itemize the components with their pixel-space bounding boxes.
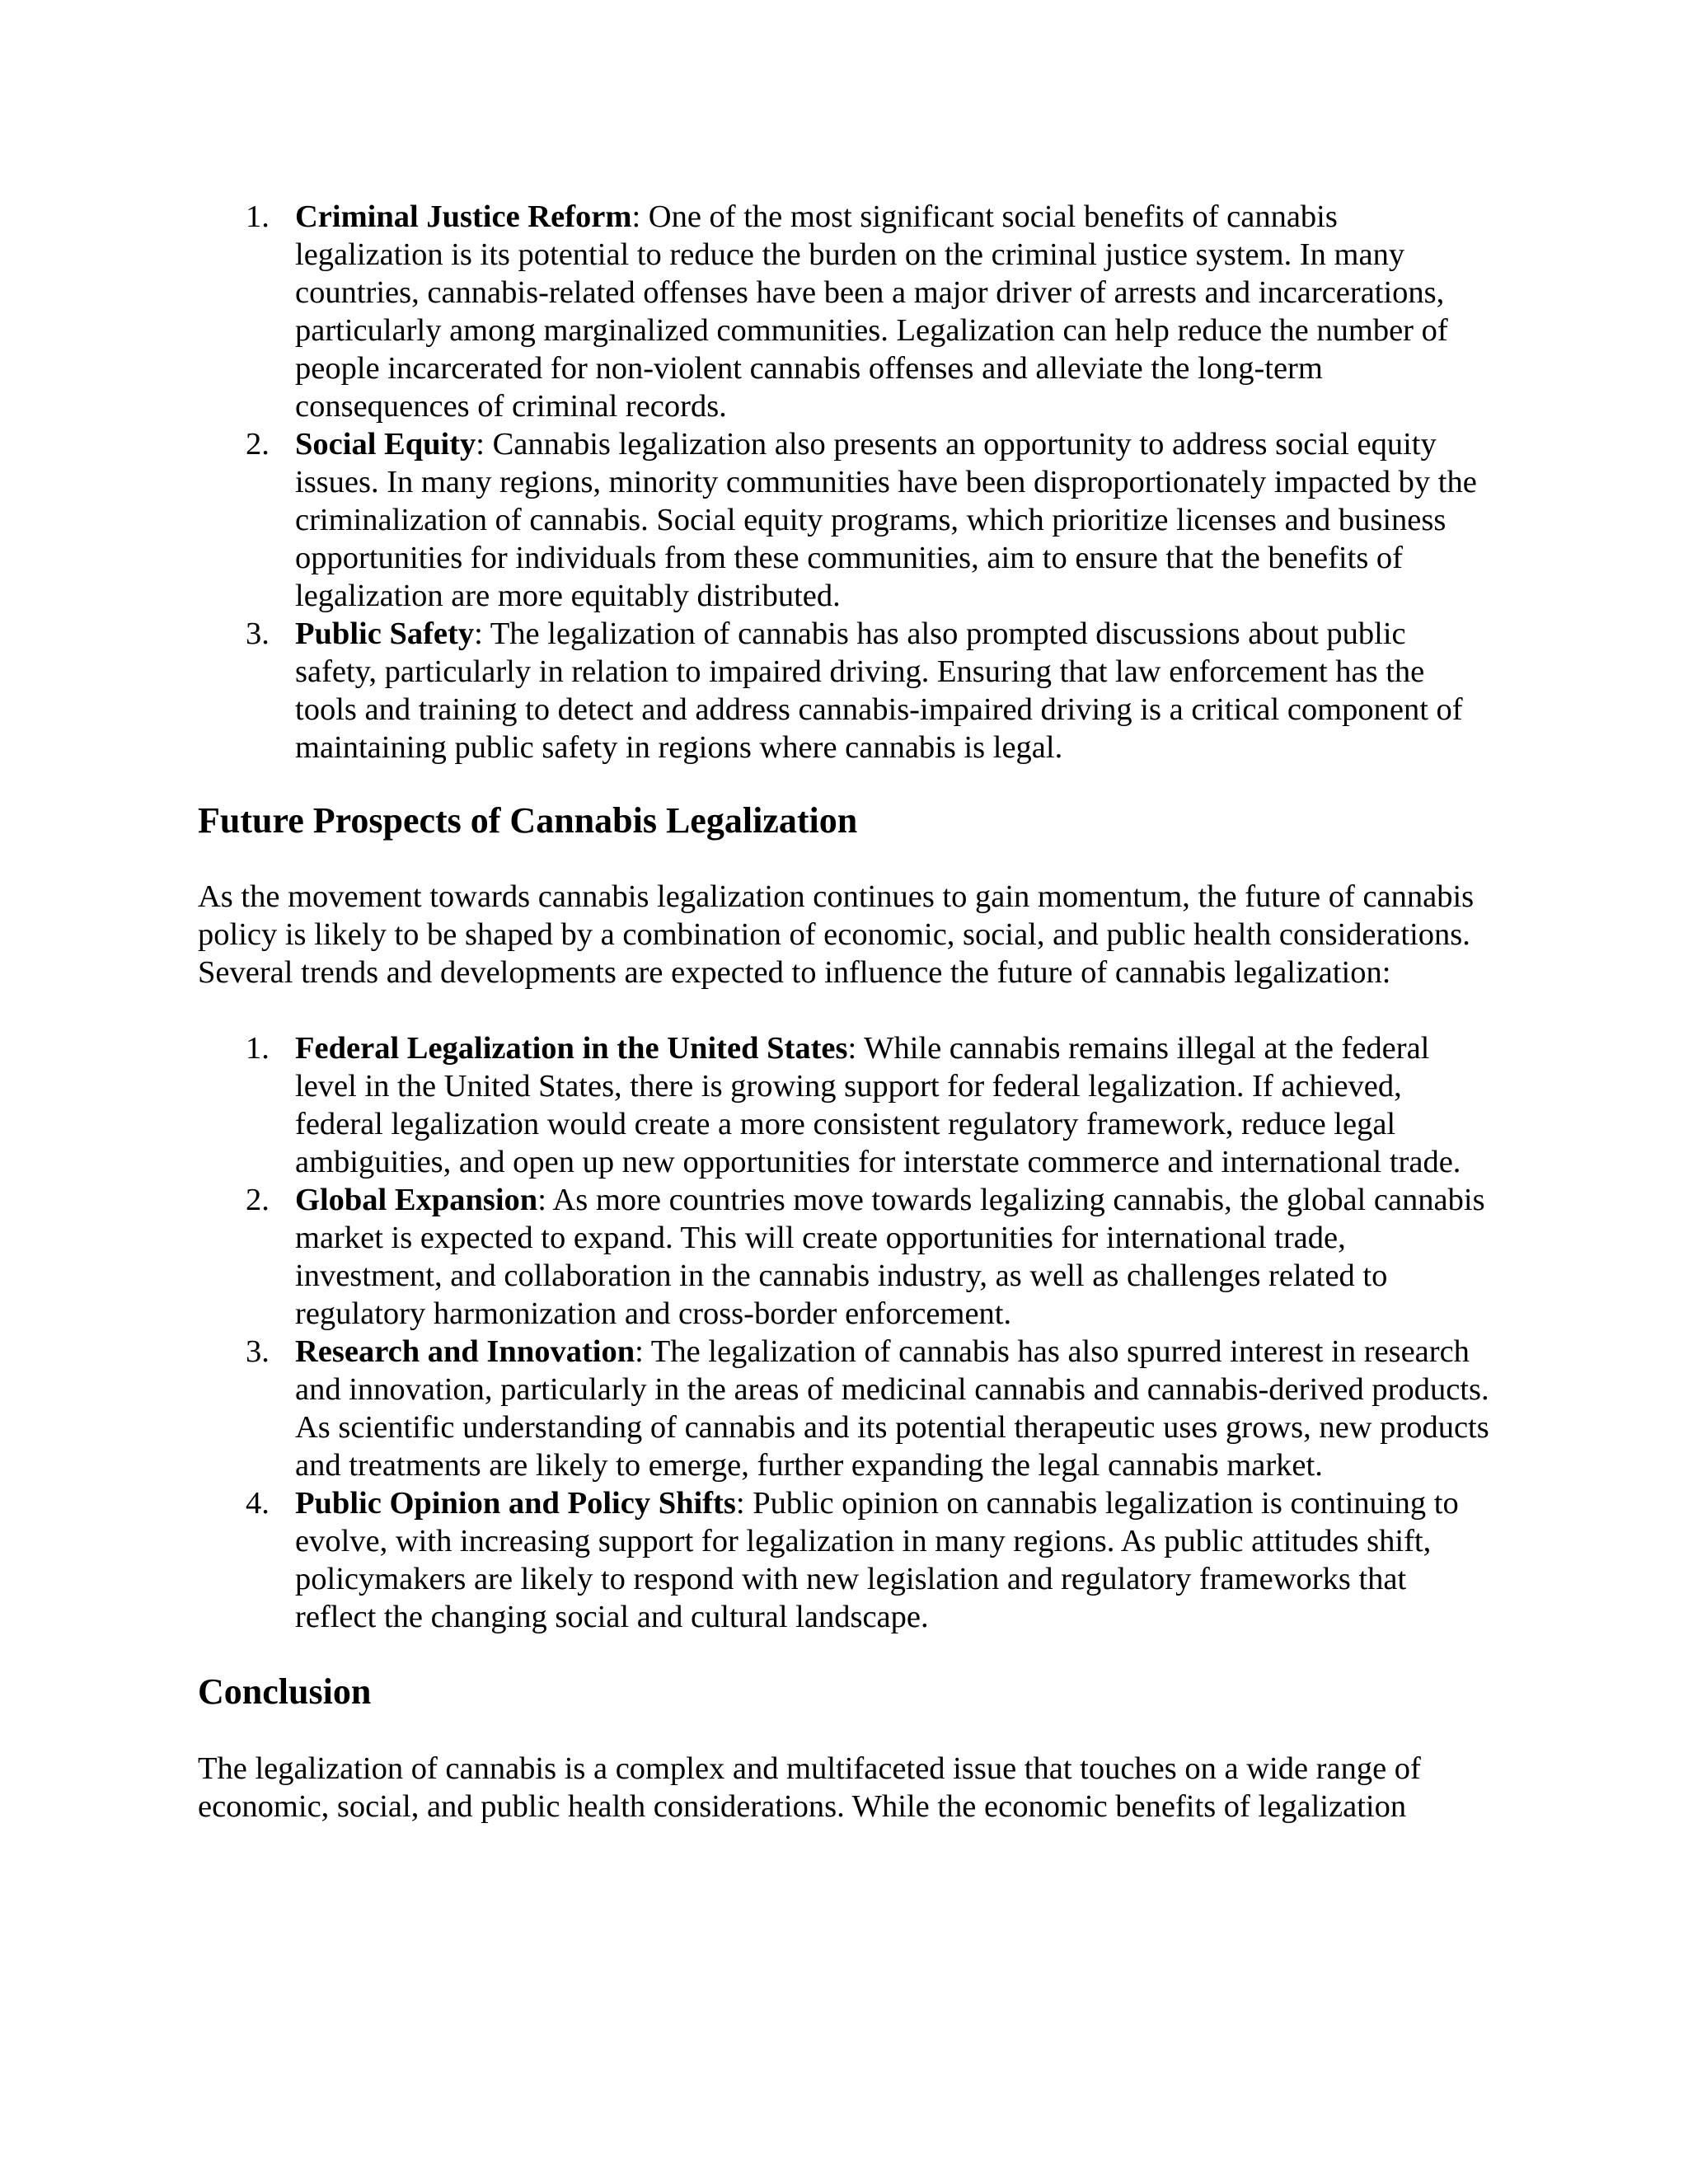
list-item-term: Criminal Justice Reform xyxy=(295,199,632,234)
list-item xyxy=(198,1029,1492,1181)
future-trends-list xyxy=(198,1029,1492,1636)
list-item-number: 3. xyxy=(246,1334,270,1369)
social-benefits-list xyxy=(198,198,1492,766)
list-item-term: Global Expansion xyxy=(295,1183,538,1217)
list-item-number: 1. xyxy=(246,199,270,234)
list-item-number: 2. xyxy=(246,1183,270,1217)
list-item-text: : The legalization of cannabis has also spurred interest in research and innovation, particularly in the areas of medicinal cannabis and cannabis-derived products. As scientific understanding of cannabis and its potential therapeutic uses grows, new products and treatments are likely to emerge, further expanding the legal cannabis market. xyxy=(295,1334,1489,1483)
list-item-text: : Public opinion on cannabis legalization is continuing to evolve, with increasing support for legalization in many regions. As public attitudes shift, policymakers are likely to respond with new legislation and regulatory frameworks that reflect the changing social and cultural landscape. xyxy=(295,1486,1459,1634)
list-item-term: Research and Innovation xyxy=(295,1334,635,1369)
list-item xyxy=(198,615,1492,766)
list-item-text: : As more countries move towards legalizing cannabis, the global cannabis market is expected to expand. This will create opportunities for international trade, investment, and collaboration in the cannabis industry, as well as challenges related to regulatory harmonization and cross-border enforcement. xyxy=(295,1183,1485,1331)
list-item-term: Social Equity xyxy=(295,427,476,462)
list-item-number: 3. xyxy=(246,616,270,651)
list-item xyxy=(198,1333,1492,1484)
list-item xyxy=(198,198,1492,425)
list-item-term: Public Safety xyxy=(295,616,475,651)
list-item-text: : Cannabis legalization also presents an opportunity to address social equity issues. In many regions, minority communities have been disproportionately impacted by the criminalization of cannabis. Social equity programs, which prioritize licenses and business opportunities for individuals from these communities, aim to ensure that the benefits of legalization are more equitably distributed. xyxy=(295,427,1477,613)
list-item xyxy=(198,425,1492,615)
list-item xyxy=(198,1181,1492,1333)
future-prospects-intro: As the movement towards cannabis legalization continues to gain momentum, the future of cannabis policy is likely to be shaped by a combination of economic, social, and public health considerations. Several trends and developments are expected to influence the future of cannabis legalization: xyxy=(198,879,1475,990)
conclusion-paragraph: The legalization of cannabis is a complex and multifaceted issue that touches on a wide range of economic, social, and public health considerations. While the economic benefits of legalization xyxy=(198,1751,1421,1824)
list-item-number: 1. xyxy=(246,1031,270,1066)
document-page xyxy=(198,198,1492,1825)
list-item-text: : The legalization of cannabis has also prompted discussions about public safety, particularly in relation to impaired driving. Ensuring that law enforcement has the tools and training to detect and address cannabis-impaired driving is a critical component of maintaining public safety in regions where cannabis is legal. xyxy=(295,616,1463,765)
list-item-term: Federal Legalization in the United States xyxy=(295,1031,848,1066)
conclusion-heading: Conclusion xyxy=(198,1671,372,1712)
list-item-number: 4. xyxy=(246,1486,270,1521)
list-item xyxy=(198,1484,1492,1636)
list-item-term: Public Opinion and Policy Shifts xyxy=(295,1486,736,1521)
list-item-text: : One of the most significant social benefits of cannabis legalization is its potential to reduce the burden on the criminal justice system. In many countries, cannabis-related offenses have been a major driver of arrests and incarcerations, particularly among marginalized communities. Legalization can help reduce the number of people incarcerated for non-violent cannabis offenses and alleviate the long-term consequences of criminal records. xyxy=(295,199,1448,424)
list-item-number: 2. xyxy=(246,427,270,462)
future-prospects-heading: Future Prospects of Cannabis Legalization xyxy=(198,800,858,841)
list-item-text: : While cannabis remains illegal at the federal level in the United States, there is growing support for federal legalization. If achieved, federal legalization would create a more consistent regulatory framework, reduce legal ambiguities, and open up new opportunities for interstate commerce and international trade. xyxy=(295,1031,1461,1179)
